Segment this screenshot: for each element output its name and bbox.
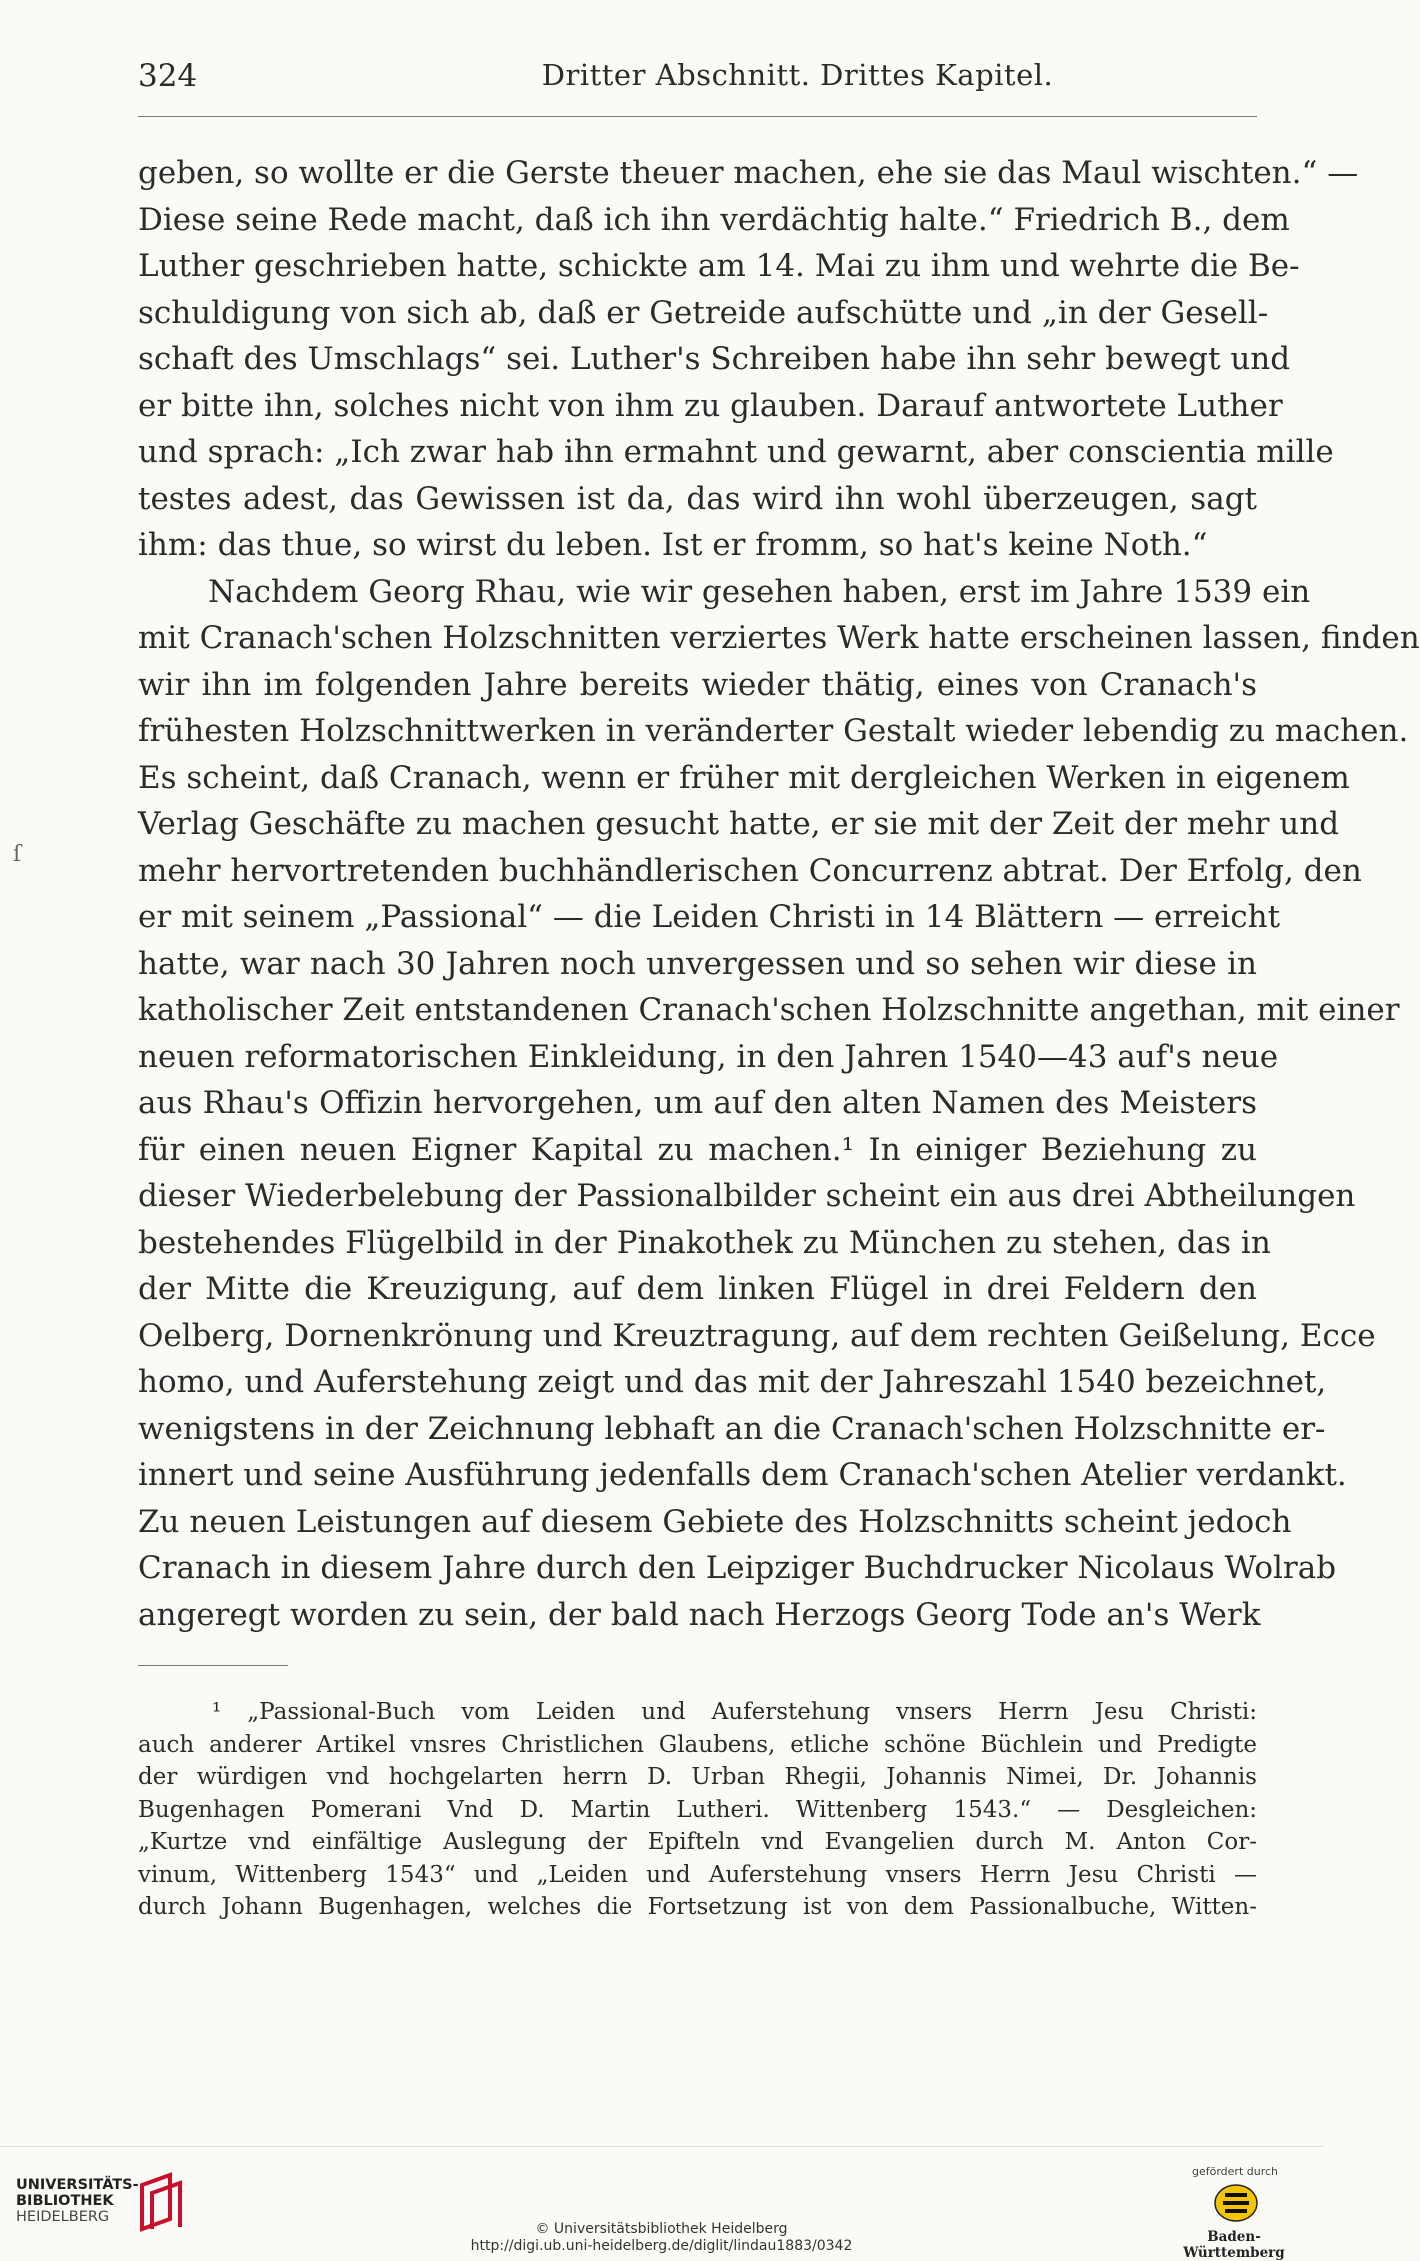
text-line: wir ihn im folgenden Jahre bereits wieder thätig, eines von Cranach's	[138, 666, 1257, 703]
main-text	[138, 150, 1420, 1638]
header-rule	[138, 116, 1257, 117]
footnote-line: der würdigen vnd hochgelarten herrn D. Urban Rhegii, Johannis Nimei, Dr. Johannis	[138, 1764, 1257, 1790]
text-line: Cranach in diesem Jahre durch den Leipziger Buchdrucker Nicolaus Wolrab	[138, 1550, 1337, 1586]
running-title: Dritter Abschnitt. Drittes Kapitel.	[541, 58, 1054, 92]
text-line: neuen reformatorischen Einkleidung, in den Jahren 1540—43 auf's neue	[138, 1038, 1279, 1075]
text-line: Luther geschrieben hatte, schickte am 14. Mai zu ihm und wehrte die Be-	[138, 248, 1300, 284]
footnotes	[138, 1696, 1257, 1924]
text-line: wenigstens in der Zeichnung lebhaft an die Cranach'schen Holzschnitte er-	[138, 1410, 1326, 1447]
text-line: Diese seine Rede macht, daß ich ihn verdächtig halte.“ Friedrich B., dem	[138, 201, 1290, 238]
text-line: schaft des Umschlags“ sei. Luther's Schreiben habe ihn sehr bewegt und	[138, 341, 1291, 377]
text-line: mehr hervortretenden buchhändlerischen Concurrenz abtrat. Der Erfolg, den	[138, 852, 1362, 889]
footnote-line: ¹ „Passional-Buch vom Leiden und Auferstehung vnsers Herrn Jesu Christi:	[212, 1699, 1257, 1725]
library-logo-text[interactable]	[16, 2177, 139, 2225]
text-line: er mit seinem „Passional“ — die Leiden Christi in 14 Blättern — erreicht	[138, 899, 1281, 935]
text-line: homo, und Auferstehung zeigt und das mit der Jahreszahl 1540 bezeichnet,	[138, 1364, 1327, 1400]
text-line: ihm: das thue, so wirst du leben. Ist er fromm, so hat's keine Noth.“	[138, 527, 1208, 563]
footnote-line: „Kurtze vnd einfältige Auslegung der Epifteln vnd Evangelien durch M. Anton Cor-	[138, 1829, 1257, 1855]
state-crest-icon[interactable]	[1213, 2183, 1259, 2223]
text-line: hatte, war nach 30 Jahren noch unvergessen und so sehen wir diese in	[138, 945, 1257, 982]
text-line: testes adest, das Gewissen ist da, das wird ihn wohl überzeugen, sagt	[138, 480, 1257, 517]
text-line: angeregt worden zu sein, der bald nach Herzogs Georg Tode an's Werk	[138, 1596, 1261, 1633]
text-line: Nachdem Georg Rhau, wie wir gesehen haben, erst im Jahre 1539 ein	[208, 573, 1311, 610]
library-name-line2: BIBLIOTHEK	[16, 2193, 114, 2209]
text-line: aus Rhau's Offizin hervorgehen, um auf den alten Namen des Meisters	[138, 1085, 1257, 1121]
text-line: bestehendes Flügelbild in der Pinakothek zu München zu stehen, das in	[138, 1224, 1271, 1261]
text-line: mit Cranach'schen Holzschnitten verziertes Werk hatte erscheinen lassen, finden	[138, 620, 1420, 656]
text-line: er bitte ihn, solches nicht von ihm zu glauben. Darauf antwortete Luther	[138, 387, 1283, 424]
library-name-line1: UNIVERSITÄTS-	[16, 2177, 139, 2193]
text-line: innert und seine Ausführung jedenfalls dem Cranach'schen Atelier verdankt.	[138, 1457, 1347, 1493]
text-line: für einen neuen Eigner Kapital zu machen.¹ In einiger Beziehung zu	[138, 1131, 1257, 1168]
text-line: Es scheint, daß Cranach, wenn er früher mit dergleichen Werken in eigenem	[138, 759, 1350, 796]
text-line: frühesten Holzschnittwerken in veränderter Gestalt wieder lebendig zu machen.	[138, 713, 1409, 749]
text-line: Verlag Geschäfte zu machen gesucht hatte, er sie mit der Zeit der mehr und	[138, 806, 1340, 842]
margin-mark: ſ	[13, 842, 22, 867]
text-line: geben, so wollte er die Gerste theuer machen, ehe sie das Maul wischten.“ —	[138, 155, 1359, 191]
text-line: katholischer Zeit entstandenen Cranach'schen Holzschnitte angethan, mit einer	[138, 992, 1400, 1028]
text-line: dieser Wiederbelebung der Passionalbilder scheint ein aus drei Abtheilungen	[138, 1178, 1356, 1214]
text-line: der Mitte die Kreuzigung, auf dem linken Flügel in drei Feldern den	[138, 1271, 1257, 1307]
footnote-line: auch anderer Artikel vnsres Christlichen Glaubens, etliche schöne Büchlein und Predigte	[138, 1731, 1257, 1758]
text-line: schuldigung von sich ab, daß er Getreide aufschütte und „in der Gesell-	[138, 294, 1269, 331]
copyright-text: © Universitätsbibliothek Heidelberg	[535, 2221, 788, 2237]
footnote-line: vinum, Wittenberg 1543“ und „Leiden und Auferstehung vnsers Herrn Jesu Christi —	[138, 1861, 1257, 1888]
page-header	[138, 58, 1257, 108]
page-number: 324	[138, 58, 198, 94]
text-line: und sprach: „Ich zwar hab ihn ermahnt und gewarnt, aber conscientia mille	[138, 434, 1334, 470]
sponsor-label: gefördert durch	[1191, 2165, 1279, 2178]
text-line: Zu neuen Leistungen auf diesem Gebiete des Holzschnitts scheint jedoch	[138, 1503, 1292, 1540]
library-name-line3: HEIDELBERG	[16, 2209, 110, 2225]
permalink-url[interactable]: http://digi.ub.uni-heidelberg.de/diglit/lindau1883/0342	[470, 2238, 853, 2254]
sponsor-name: Baden-Württemberg	[1183, 2229, 1285, 2261]
copyright-notice	[0, 2221, 1323, 2255]
footnote-rule	[138, 1665, 288, 1666]
footer-bar	[0, 2146, 1323, 2261]
text-line: Oelberg, Dornenkrönung und Kreuztragung, auf dem rechten Geißelung, Ecce	[138, 1317, 1376, 1354]
footnote-line: Bugenhagen Pomerani Vnd D. Martin Lutheri. Wittenberg 1543.“ — Desgleichen:	[138, 1796, 1257, 1823]
footnote-line: durch Johann Bugenhagen, welches die Fortsetzung ist von dem Passionalbuche, Witten-	[138, 1894, 1257, 1920]
